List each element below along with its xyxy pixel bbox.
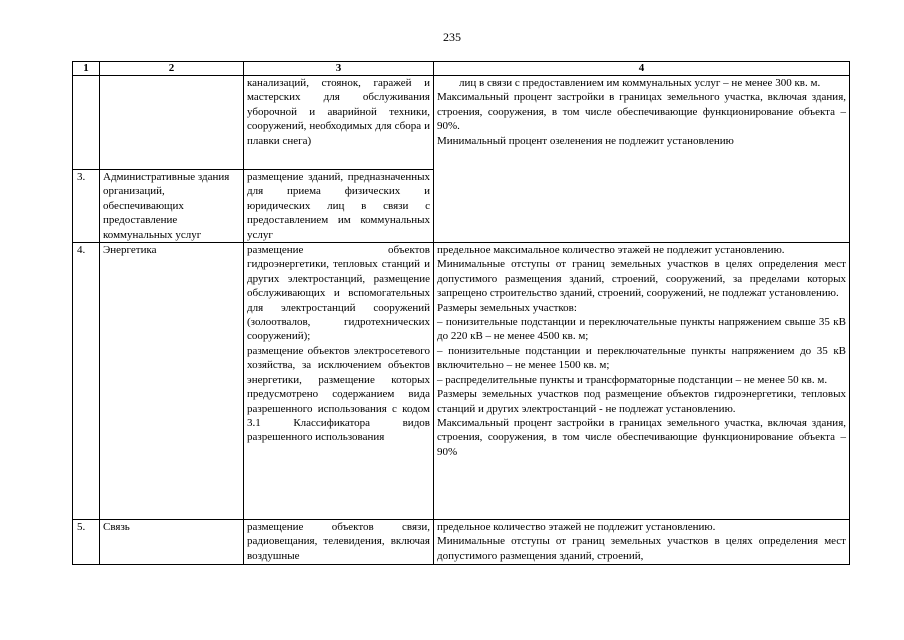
parameter-list-item: – понизительные подстанции и переключательные пункты напряжением до 35 кВ включительно – не менее 1500 кв. м;	[437, 344, 846, 372]
zoning-table	[72, 61, 850, 565]
description-paragraph: размещение объектов гидроэнергетики, тепловых станций и других электростанций, размещение обслуживающих и вспомогательных для электростанций сооружений (золоотвалов, гидротехнических сооружений);	[247, 244, 430, 343]
parameter-paragraph: Максимальный процент застройки в границах земельного участка, включая здания, строения, сооружения, в том числе обеспечивающие функционирование объекта – 90%	[437, 416, 846, 458]
parameter-paragraph: Размеры земельных участков под размещение объектов гидроэнергетики, тепловых станций и других электростанций - не подлежат установлению.	[437, 388, 846, 415]
use-type-name	[100, 76, 244, 170]
use-description	[244, 76, 434, 170]
description-paragraph: размещение объектов связи, радиовещания, телевидения, включая воздушные	[247, 521, 430, 562]
table-header-row	[73, 62, 850, 76]
description-paragraph: размещение зданий, предназначенных для приема физических и юридических лиц в связи с предоставлением им коммунальных услуг	[247, 171, 430, 241]
parameter-list-item: – понизительные подстанции и переключательные пункты напряжением свыше 35 кВ до 220 кВ – не менее 4500 кв. м;	[437, 316, 846, 343]
parameter-paragraph: Максимальный процент застройки в границах земельного участка, включая здания, строения, сооружения, в том числе обеспечивающие функционирование объекта – 90%.	[437, 91, 846, 133]
table-row	[73, 520, 850, 565]
parameter-paragraph: Размеры земельных участков:	[437, 301, 577, 314]
parameters	[434, 76, 850, 243]
table-row	[73, 243, 850, 520]
use-description	[244, 170, 434, 243]
header-cell: 4	[434, 62, 850, 76]
row-number	[73, 76, 100, 170]
row-number: 4.	[73, 243, 100, 520]
use-description	[244, 520, 434, 565]
parameter-paragraph: Минимальные отступы от границ земельных участков в целях определения мест допустимого размещения зданий, строений, сооружений, за пределами которых запрещено строительство зданий, строений, сооружений, не подлежат установлению.	[437, 258, 846, 300]
use-type-name: Административные здания организаций, обеспечивающих предоставление коммунальных услуг	[100, 170, 244, 243]
parameter-paragraph: предельное количество этажей не подлежит установлению.	[437, 521, 716, 534]
use-type-name: Энергетика	[100, 243, 244, 520]
parameters	[434, 243, 850, 520]
parameter-paragraph: лиц в связи с предоставлением им коммунальных услуг – не менее 300 кв. м.	[459, 77, 821, 89]
parameter-paragraph: Минимальный процент озеленения не подлежит установлению	[437, 134, 734, 147]
header-cell: 2	[100, 62, 244, 76]
header-cell: 3	[244, 62, 434, 76]
parameter-paragraph: Минимальные отступы от границ земельных участков в целях определения мест допустимого размещения зданий, строений,	[437, 535, 846, 562]
header-cell: 1	[73, 62, 100, 76]
description-paragraph: канализаций, стоянок, гаражей и мастерских для обслуживания уборочной и аварийной техники, сооружений, необходимых для сбора и плавки снега)	[247, 77, 430, 147]
row-number: 3.	[73, 170, 100, 243]
parameter-paragraph: предельное максимальное количество этажей не подлежит установлению.	[437, 244, 785, 257]
parameter-list-item: – распределительные пункты и трансформаторные подстанции – не менее 50 кв. м.	[437, 373, 828, 386]
table-row	[73, 76, 850, 170]
page-number: 235	[443, 30, 461, 44]
use-description	[244, 243, 434, 520]
description-paragraph: размещение объектов электросетевого хозяйства, за исключением объектов энергетики, размещение которых предусмотрено содержанием вида разрешенного использования с кодом 3.1 Классификатора видов разрешенного использования	[247, 344, 430, 444]
row-number: 5.	[73, 520, 100, 565]
parameters	[434, 520, 850, 565]
use-type-name: Связь	[100, 520, 244, 565]
